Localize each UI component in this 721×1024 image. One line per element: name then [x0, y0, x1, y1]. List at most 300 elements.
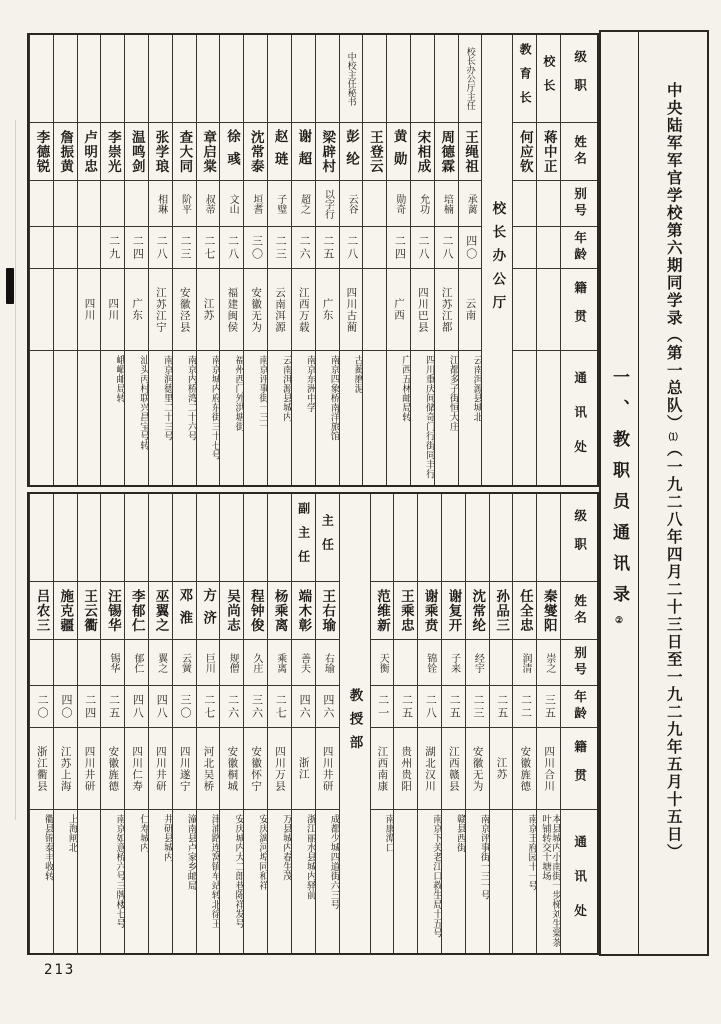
name-cell: 卢明忠	[78, 123, 101, 181]
person-column	[417, 494, 441, 953]
name-cell: 巫翼之	[149, 582, 172, 640]
age-cell: 二八	[220, 227, 243, 269]
age-cell: 二五	[394, 686, 417, 728]
origin-cell: 安徽怀宁	[244, 728, 267, 810]
rank-cell	[149, 35, 172, 123]
scan-artifact-bar	[6, 268, 14, 304]
name-cell: 方济	[197, 582, 220, 640]
rank-cell	[220, 35, 243, 123]
address-cell	[78, 351, 101, 485]
address-cell: 南京下关老江口救生局十五号	[430, 814, 441, 938]
age-cell: 四六	[292, 686, 315, 728]
hao-cell	[54, 640, 77, 686]
person-column	[536, 35, 560, 485]
origin-cell: 湖北汉川	[418, 728, 441, 810]
address-cell	[394, 810, 417, 953]
person-column	[465, 494, 489, 953]
age-cell: 二一	[371, 686, 394, 728]
address-cell: 汕头丙村联兴昌宝号转	[138, 355, 148, 450]
name-cell: 李郁仁	[125, 582, 148, 640]
origin-cell: 四川仁寿	[125, 728, 148, 810]
age-cell: 二五	[442, 686, 465, 728]
address-cell: 安庆漓河埠同和祥	[257, 814, 268, 890]
origin-cell: 四川井研	[78, 728, 101, 810]
name-cell: 杨乘离	[268, 582, 291, 640]
name-cell: 詹振黄	[54, 123, 77, 181]
name-cell: 王右瑜	[316, 582, 339, 640]
name-cell: 黄勋	[387, 123, 410, 181]
age-cell: 三〇	[173, 686, 196, 728]
address-cell: 本县城内小南街一步梯刘生棠茶叶铺转交十塘场	[540, 814, 560, 947]
header-age: 年龄	[561, 227, 597, 269]
rank-cell	[125, 494, 148, 582]
person-column	[196, 494, 220, 953]
origin-cell: 四川古蔺	[340, 269, 363, 351]
address-cell: 南京内桥湾二十六号	[185, 355, 196, 441]
origin-cell: 福建闽侯	[220, 269, 243, 351]
age-cell: 三六	[244, 686, 267, 728]
address-cell: 浙江丽水县城内驿前	[304, 814, 315, 900]
rank-cell	[78, 494, 101, 582]
hao-cell	[78, 181, 101, 227]
scan-artifact-edge	[15, 120, 16, 820]
address-cell: 南京四象桥南洋旅馆	[328, 355, 339, 441]
hao-cell	[54, 181, 77, 227]
rank-cell: 教育长	[513, 35, 536, 123]
origin-cell: 四川巴县	[411, 269, 434, 351]
name-cell: 赵琏	[268, 123, 291, 181]
rank-cell: 副主任	[292, 494, 315, 582]
header-hao: 别号	[561, 181, 597, 227]
age-cell	[54, 227, 77, 269]
name-cell: 吴尚志	[220, 582, 243, 640]
person-column	[458, 35, 482, 485]
origin-cell: 四川井研	[149, 728, 172, 810]
hao-cell: 阶平	[173, 181, 196, 227]
hao-cell: 子来	[442, 640, 465, 686]
age-cell: 二八	[418, 686, 441, 728]
address-cell: 云南洱源县城内	[280, 355, 291, 422]
name-cell: 汪锡华	[101, 582, 124, 640]
hao-cell: 勋奇	[387, 181, 410, 227]
rank-cell	[197, 494, 220, 582]
name-cell: 张学琅	[149, 123, 172, 181]
name-cell: 李德锐	[30, 123, 53, 181]
hao-cell	[125, 181, 148, 227]
origin-cell: 四川遂宁	[173, 728, 196, 810]
hao-cell: 右瑜	[316, 640, 339, 686]
rank-cell	[394, 494, 417, 582]
age-cell: 三五	[537, 686, 560, 728]
age-cell: 二三	[466, 686, 489, 728]
table-header-column	[560, 35, 597, 485]
name-cell: 谢超	[292, 123, 315, 181]
person-column	[386, 35, 410, 485]
header-origin: 籍贯	[561, 269, 597, 351]
hao-cell	[394, 640, 417, 686]
address-cell: 四川重庆间储奇门行街同丰行	[423, 355, 434, 479]
person-column	[53, 35, 77, 485]
age-cell: 四八	[149, 686, 172, 728]
origin-cell: 江苏上海	[54, 728, 77, 810]
rank-cell	[442, 494, 465, 582]
name-cell: 王乘忠	[394, 582, 417, 640]
rank-cell	[101, 35, 124, 123]
header-rank: 级职	[561, 35, 597, 123]
book-title-dates: （一九二八年四月二十三日至一九二九年五月十五日）	[664, 441, 682, 861]
origin-cell: 安徽旌德	[513, 728, 536, 810]
section-title	[611, 32, 628, 954]
hao-cell: 润清	[513, 640, 536, 686]
group-label: 校长办公厅	[490, 201, 506, 319]
book-title-main: 中央陆军军官学校第六期同学录（第一总队）	[664, 82, 682, 432]
person-column	[536, 494, 560, 953]
address-cell: 峨嵋邮局转	[114, 355, 125, 403]
hao-cell: 超之	[292, 181, 315, 227]
rank-cell	[149, 494, 172, 582]
address-cell: 成都少城四道街六三号	[328, 814, 339, 909]
rank-cell	[316, 35, 339, 123]
age-cell: 二六	[220, 686, 243, 728]
name-cell: 王登云	[363, 123, 386, 181]
rank-cell	[125, 35, 148, 123]
age-cell	[513, 227, 536, 269]
address-cell: 安庆城内大二郎巷陈祥发号	[233, 814, 244, 928]
person-column	[489, 494, 513, 953]
book-title-strip	[637, 30, 709, 956]
name-cell: 彭纶	[340, 123, 363, 181]
staff-table-top	[27, 33, 599, 487]
age-cell: 二七	[197, 227, 220, 269]
name-cell: 任全忠	[513, 582, 536, 640]
origin-cell: 河北吴桥	[197, 728, 220, 810]
name-cell: 蒋中正	[537, 123, 560, 181]
hao-cell: 叔蒂	[197, 181, 220, 227]
age-cell: 二七	[268, 686, 291, 728]
address-cell: 仁寿城内	[138, 814, 148, 852]
address-cell: 云南洱源县城北	[471, 355, 482, 422]
age-cell	[78, 227, 101, 269]
name-cell: 谢复开	[442, 582, 465, 640]
origin-cell	[513, 269, 536, 351]
origin-cell: 浙江衢县	[30, 728, 53, 810]
address-cell: 南京评事街一三一	[257, 355, 268, 431]
origin-cell	[30, 269, 53, 351]
age-cell: 四〇	[459, 227, 482, 269]
origin-cell: 安徽桐城	[220, 728, 243, 810]
hao-cell: 相琳	[149, 181, 172, 227]
hao-cell: 文山	[220, 181, 243, 227]
origin-cell: 四川合川	[537, 728, 560, 810]
person-column	[362, 35, 386, 485]
address-cell: 南京王府园十一号	[526, 814, 537, 890]
rank-cell	[363, 35, 386, 123]
hao-cell	[78, 640, 101, 686]
name-cell: 宋相成	[411, 123, 434, 181]
origin-cell: 四川	[101, 269, 124, 351]
rank-cell	[54, 494, 77, 582]
origin-cell	[537, 269, 560, 351]
person-column	[410, 35, 434, 485]
age-cell: 二七	[197, 686, 220, 728]
person-column	[291, 35, 315, 485]
name-cell: 王云衢	[78, 582, 101, 640]
name-cell: 谢乘贲	[418, 582, 441, 640]
hao-cell	[30, 181, 53, 227]
name-cell: 沈常纶	[466, 582, 489, 640]
hao-cell	[363, 181, 386, 227]
origin-cell: 安徽无为	[244, 269, 267, 351]
rank-cell	[537, 494, 560, 582]
address-cell: 南京城内府东街三十七号	[209, 355, 220, 460]
header-rank: 级职	[561, 494, 597, 582]
address-cell: 赣县西街	[454, 814, 465, 852]
hao-cell: 郁仁	[125, 640, 148, 686]
person-column	[148, 35, 172, 485]
age-cell	[363, 227, 386, 269]
person-column	[124, 35, 148, 485]
age-cell: 四六	[316, 686, 339, 728]
origin-cell: 四川	[78, 269, 101, 351]
header-origin: 籍贯	[561, 728, 597, 810]
person-column	[77, 35, 101, 485]
age-cell: 二五	[316, 227, 339, 269]
name-cell: 程钟俊	[244, 582, 267, 640]
address-cell: 福州西门外洪塘街	[233, 355, 244, 431]
group-label: 教授部	[347, 688, 363, 759]
hao-cell: 锡华	[101, 640, 124, 686]
person-column	[512, 494, 536, 953]
origin-cell: 广西	[387, 269, 410, 351]
origin-cell: 江苏江宁	[149, 269, 172, 351]
hao-cell	[513, 181, 536, 227]
staff-table-bottom	[27, 492, 599, 955]
address-cell	[537, 351, 560, 485]
rank-cell	[435, 35, 458, 123]
hao-cell: 以字行	[316, 181, 339, 227]
rank-cell: 校长办公厅主任	[459, 35, 482, 123]
name-cell: 沈常泰	[244, 123, 267, 181]
address-cell: 南康潭口	[383, 814, 394, 852]
address-cell	[78, 810, 101, 953]
hao-cell: 锦铨	[418, 640, 441, 686]
address-cell	[490, 810, 513, 953]
name-cell: 梁辟村	[316, 123, 339, 181]
name-cell: 徐彧	[220, 123, 243, 181]
person-column	[370, 494, 394, 953]
rank-cell	[411, 35, 434, 123]
rank-cell	[387, 35, 410, 123]
person-column	[219, 35, 243, 485]
name-cell: 何应钦	[513, 123, 536, 181]
person-column	[196, 35, 220, 485]
origin-cell: 广东	[316, 269, 339, 351]
person-column	[172, 35, 196, 485]
origin-cell	[54, 269, 77, 351]
origin-cell: 安徽无为	[466, 728, 489, 810]
rank-cell	[371, 494, 394, 582]
origin-cell: 云南洱源	[268, 269, 291, 351]
hao-cell: 翼之	[149, 640, 172, 686]
rank-cell: 中校主任秘书	[340, 35, 363, 123]
person-column	[243, 494, 267, 953]
origin-cell: 四川井研	[316, 728, 339, 810]
person-column	[315, 494, 339, 953]
person-column	[219, 494, 243, 953]
age-cell: 二二	[513, 686, 536, 728]
age-cell: 二八	[149, 227, 172, 269]
person-column	[291, 494, 315, 953]
person-column	[124, 494, 148, 953]
rank-cell	[54, 35, 77, 123]
address-cell: 南京东洲中学	[304, 355, 315, 412]
age-cell: 二四	[387, 227, 410, 269]
rank-cell	[268, 494, 291, 582]
age-cell: 三〇	[244, 227, 267, 269]
person-column	[267, 35, 291, 485]
person-column	[434, 35, 458, 485]
rank-cell	[244, 494, 267, 582]
age-cell: 二四	[78, 686, 101, 728]
rank-cell	[78, 35, 101, 123]
book-title-note: ⑴	[667, 432, 678, 441]
name-cell: 端木彰	[292, 582, 315, 640]
address-cell: 衢县锦泰丰收转	[42, 814, 53, 881]
rank-cell	[490, 494, 513, 582]
age-cell: 二五	[101, 686, 124, 728]
age-cell: 二三	[268, 227, 291, 269]
person-column	[393, 494, 417, 953]
header-age: 年龄	[561, 686, 597, 728]
rank-cell	[30, 35, 53, 123]
hao-cell: 规僧	[220, 640, 243, 686]
address-cell: 广西五林邮局转	[399, 355, 410, 422]
origin-cell: 江苏	[490, 728, 513, 810]
address-cell	[513, 351, 536, 485]
hao-cell: 垣耆	[244, 181, 267, 227]
person-column	[512, 35, 536, 485]
rank-cell: 主任	[316, 494, 339, 582]
address-cell	[30, 351, 53, 485]
name-cell: 范维新	[371, 582, 394, 640]
header-name: 姓名	[561, 582, 597, 640]
hao-cell	[490, 640, 513, 686]
hao-cell	[30, 640, 53, 686]
age-cell: 二四	[125, 227, 148, 269]
name-cell: 孙品三	[490, 582, 513, 640]
group-column	[339, 494, 370, 953]
hao-cell: 巨川	[197, 640, 220, 686]
hao-cell	[101, 181, 124, 227]
hao-cell: 崇之	[537, 640, 560, 686]
person-column	[148, 494, 172, 953]
name-cell: 吕农三	[30, 582, 53, 640]
page-number: 213	[44, 962, 76, 978]
origin-cell: 浙江	[292, 728, 315, 810]
rank-cell	[101, 494, 124, 582]
origin-cell: 江西赣县	[442, 728, 465, 810]
hao-cell: 天衡	[371, 640, 394, 686]
name-cell: 查大同	[173, 123, 196, 181]
hao-cell: 云谷	[340, 181, 363, 227]
hao-cell	[537, 181, 560, 227]
origin-cell: 四川万县	[268, 728, 291, 810]
person-column	[315, 35, 339, 485]
address-cell: 南京评事街一三一号	[478, 814, 489, 900]
address-cell: 江都多子街恒大庄	[447, 355, 458, 431]
name-cell: 邓淮	[173, 582, 196, 640]
age-cell: 二〇	[30, 686, 53, 728]
address-cell: 津浦路连窝镇车站转北徐王	[209, 814, 220, 928]
person-column	[441, 494, 465, 953]
hao-cell: 善夫	[292, 640, 315, 686]
address-cell: 古蔺磨泥	[352, 355, 363, 393]
age-cell: 二三	[173, 227, 196, 269]
rank-cell	[173, 494, 196, 582]
age-cell: 二八	[435, 227, 458, 269]
address-cell: 潼南县卢家乡邮局	[185, 814, 196, 890]
header-name: 姓名	[561, 123, 597, 181]
age-cell	[537, 227, 560, 269]
age-cell	[30, 227, 53, 269]
hao-cell: 乘离	[268, 640, 291, 686]
age-cell: 二八	[340, 227, 363, 269]
origin-cell: 江西万载	[292, 269, 315, 351]
section-title-label: 一、教职员通讯录	[610, 368, 629, 616]
rank-cell	[244, 35, 267, 123]
rank-cell	[30, 494, 53, 582]
group-column	[481, 35, 512, 485]
origin-cell: 贵州贵阳	[394, 728, 417, 810]
person-column	[100, 35, 124, 485]
age-cell: 二六	[292, 227, 315, 269]
person-column	[172, 494, 196, 953]
person-column	[77, 494, 101, 953]
origin-cell: 安徽泾县	[173, 269, 196, 351]
origin-cell: 广东	[125, 269, 148, 351]
address-cell: 南京润德里二十三号	[161, 355, 172, 441]
hao-cell: 承蓠	[459, 181, 482, 227]
rank-cell: 校长	[537, 35, 560, 123]
name-cell: 温鸣剑	[125, 123, 148, 181]
rank-cell	[418, 494, 441, 582]
origin-cell: 安徽旌德	[101, 728, 124, 810]
age-cell: 二五	[490, 686, 513, 728]
person-column	[53, 494, 77, 953]
rank-cell	[466, 494, 489, 582]
header-address: 通讯处	[572, 834, 587, 939]
section-title-note: ②	[615, 616, 625, 626]
hao-cell: 子璧	[268, 181, 291, 227]
header-address: 通讯处	[572, 371, 587, 475]
hao-cell: 久庄	[244, 640, 267, 686]
person-column	[339, 35, 363, 485]
name-cell: 周德霖	[435, 123, 458, 181]
age-cell: 二九	[101, 227, 124, 269]
hao-cell: 培楠	[435, 181, 458, 227]
age-cell: 四八	[125, 686, 148, 728]
origin-cell: 江苏江都	[435, 269, 458, 351]
address-cell: 南京如意桥六号三牌楼七号	[114, 814, 125, 928]
rank-cell	[220, 494, 243, 582]
age-cell: 四〇	[54, 686, 77, 728]
rank-cell	[197, 35, 220, 123]
header-hao: 别号	[561, 640, 597, 686]
name-cell: 王绳祖	[459, 123, 482, 181]
address-cell: 上海闸北	[66, 814, 77, 852]
address-cell: 井研县城内	[161, 814, 172, 862]
name-cell: 施克疆	[54, 582, 77, 640]
